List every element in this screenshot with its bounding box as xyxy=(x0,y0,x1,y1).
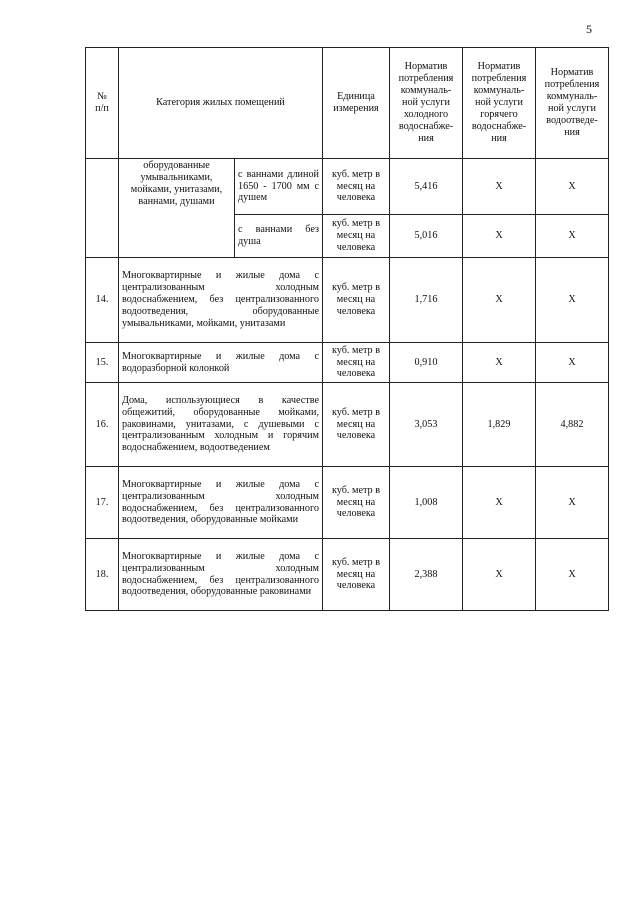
row-category: Многоквартирные и жилые дома с централизованным холодным водоснабжением, без централизованного водоотведения, оборудованные мойками xyxy=(119,467,323,539)
row-drain: X xyxy=(536,467,609,539)
cont-subcategory-2: с ваннами без душа xyxy=(235,215,323,258)
header-drain: Норматив потребления коммуналь-ной услуги водоотведе-ния xyxy=(536,48,609,159)
header-cold: Норматив потребления коммуналь-ной услуги холодного водоснабже-ния xyxy=(390,48,463,159)
row-category: Многоквартирные и жилые дома с централизованным холодным водоснабжением, без централизованного водоотведения, оборудованные умывальниками, мойками, унитазами xyxy=(119,258,323,343)
row-category: Многоквартирные и жилые дома с централизованным холодным водоснабжением, без централизованного водоотведения, оборудованные раковинами xyxy=(119,539,323,611)
header-unit: Единица измерения xyxy=(323,48,390,159)
row-hot: X xyxy=(463,258,536,343)
cont-subcategory-1: с ваннами длиной 1650 - 1700 мм с душем xyxy=(235,159,323,215)
table-row xyxy=(86,539,609,611)
row-drain: X xyxy=(536,539,609,611)
row-num: 15. xyxy=(86,343,119,383)
cont-hot-2: X xyxy=(463,215,536,258)
row-category: Дома, использующиеся в качестве общежитий, оборудованные мойками, раковинами, унитазами, с душевыми с централизованным холодным и горячим водоснабжением, водоотведением xyxy=(119,383,323,467)
table-row xyxy=(86,467,609,539)
page-number: 5 xyxy=(586,22,592,36)
row-cold: 1,008 xyxy=(390,467,463,539)
row-unit: куб. метр в месяц на человека xyxy=(323,343,390,383)
row-cold: 1,716 xyxy=(390,258,463,343)
row-hot: 1,829 xyxy=(463,383,536,467)
row-num: 16. xyxy=(86,383,119,467)
row-drain: X xyxy=(536,258,609,343)
row-num: 17. xyxy=(86,467,119,539)
row-num: 14. xyxy=(86,258,119,343)
cont-drain-2: X xyxy=(536,215,609,258)
cont-cold-2: 5,016 xyxy=(390,215,463,258)
row-category: Многоквартирные и жилые дома с водоразборной колонкой xyxy=(119,343,323,383)
row-cold: 3,053 xyxy=(390,383,463,467)
row-unit: куб. метр в месяц на человека xyxy=(323,383,390,467)
row-drain: 4,882 xyxy=(536,383,609,467)
table-row xyxy=(86,343,609,383)
cont-cold-1: 5,416 xyxy=(390,159,463,215)
header-category: Категория жилых помещений xyxy=(119,48,323,159)
cont-category: оборудованные умывальниками, мойками, унитазами, ваннами, душами xyxy=(119,159,235,258)
norms-table xyxy=(85,47,609,611)
row-unit: куб. метр в месяц на человека xyxy=(323,539,390,611)
cont-hot-1: X xyxy=(463,159,536,215)
table-row xyxy=(86,159,609,215)
header-hot: Норматив потребления коммуналь-ной услуги горячего водоснабже-ния xyxy=(463,48,536,159)
table-row xyxy=(86,258,609,343)
row-num: 18. xyxy=(86,539,119,611)
table-row xyxy=(86,383,609,467)
cont-unit-1: куб. метр в месяц на человека xyxy=(323,159,390,215)
row-hot: X xyxy=(463,467,536,539)
cont-unit-2: куб. метр в месяц на человека xyxy=(323,215,390,258)
row-drain: X xyxy=(536,343,609,383)
header-num: № п/п xyxy=(86,48,119,159)
row-cold: 0,910 xyxy=(390,343,463,383)
row-cold: 2,388 xyxy=(390,539,463,611)
header-row xyxy=(86,48,609,159)
row-hot: X xyxy=(463,343,536,383)
row-unit: куб. метр в месяц на человека xyxy=(323,467,390,539)
row-num xyxy=(86,159,119,258)
cont-drain-1: X xyxy=(536,159,609,215)
row-unit: куб. метр в месяц на человека xyxy=(323,258,390,343)
row-hot: X xyxy=(463,539,536,611)
